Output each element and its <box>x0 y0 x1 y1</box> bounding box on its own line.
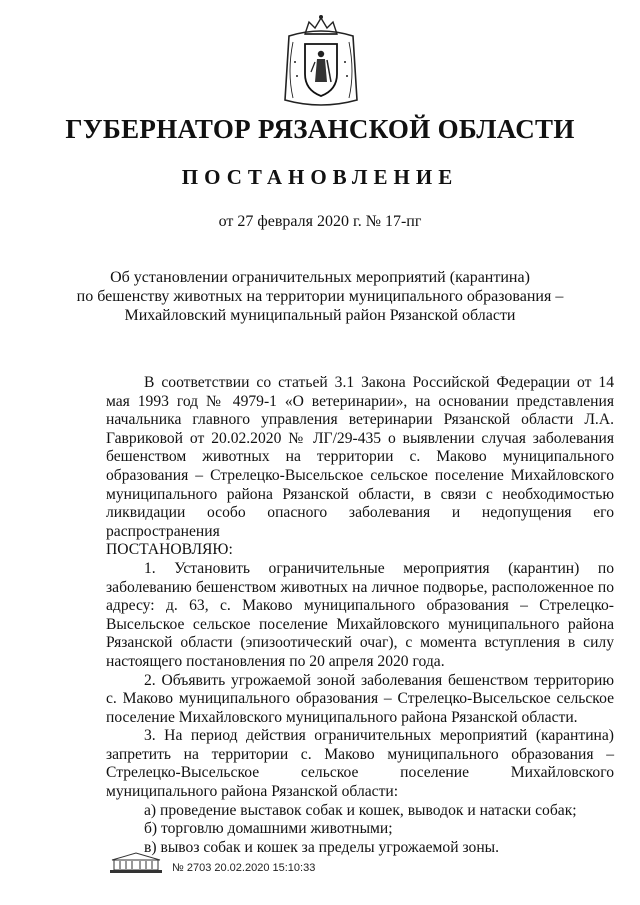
document-type: ПОСТАНОВЛЕНИЕ <box>181 165 459 189</box>
clause-1: 1. Установить ограничительные мероприятия (карантин) по заболеванию бешенством животных на личное подворье, расположенное по адресу: д. 63, с. Маково муниципального образования – Стрелецко-Высельское сельское поселение Михайловского муниципального района Рязанской области (эпизоотический очаг), с момента вступления в силу настоящего постановления по 20 апреля 2020 года. <box>106 559 614 670</box>
clause-3: 3. На период действия ограничительных мероприятий (карантина) запретить на территории с. Маково муниципального образования – Стрелецко-Высельское сельское поселение Михайловского муниципального района Рязанской области: <box>106 727 614 801</box>
ryazan-oblast-coat-of-arms-icon <box>281 12 361 112</box>
issuing-authority: ГУБЕРНАТОР РЯЗАНСКОЙ ОБЛАСТИ <box>65 114 575 144</box>
document-body <box>106 374 614 857</box>
clause-2: 2. Объявить угрожаемой зоной заболевания бешенством территорию с. Маково муниципального образования – Стрелецко-Высельское сельское поселение Михайловского муниципального района Рязанской области. <box>106 671 614 726</box>
registration-stamp: № 2703 20.02.2020 15:10:33 <box>172 862 316 874</box>
document-title <box>60 268 580 325</box>
clause-3-item-c: в) вывоз собак и кошек за пределы угрожаемой зоны. <box>144 838 500 856</box>
title-line: по бешенству животных на территории муниципального образования – <box>76 288 564 305</box>
title-line: Михайловский муниципальный район Рязанской области <box>124 307 516 324</box>
document-date-number: от 27 февраля 2020 г. № 17-пг <box>218 213 422 230</box>
clause-3-item-a: а) проведение выставок собак и кошек, выводок и натаски собак; <box>144 801 577 819</box>
title-line: Об установлении ограничительных мероприятий (карантина) <box>110 269 530 286</box>
resolve-statement: ПОСТАНОВЛЯЮ: <box>106 541 233 559</box>
building-stamp-icon <box>108 851 164 875</box>
clause-3-item-b: б) торговлю домашними животными; <box>144 820 393 838</box>
preamble-paragraph: В соответствии со статьей 3.1 Закона Российской Федерации от 14 мая 1993 год № 4979-1 «О ветеринарии», на основании представления начальника главного управления ветеринарии Рязанской области Л.А. Гавриковой от 20.02.2020 № ЛГ/29-435 о выявлении случая заболевания бешенством животных на территории с. Маково муниципального образования – Стрелецко-Высельское сельское поселение Михайловского муниципального района Рязанской области, в связи с необходимостью ликвидации особо опасного заболевания и недопущения его распространения <box>106 374 614 540</box>
